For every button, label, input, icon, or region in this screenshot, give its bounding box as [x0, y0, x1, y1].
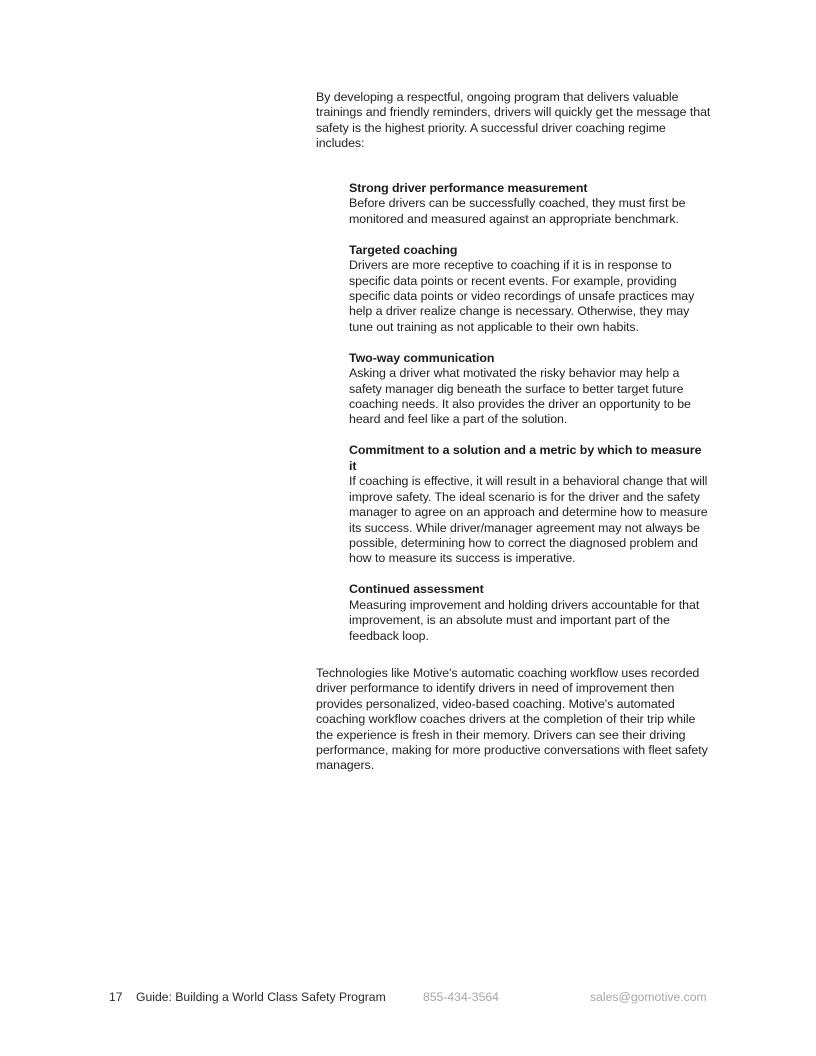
item-body: Drivers are more receptive to coaching if it is in response to specific data points or recent events. For example, providing specific data points or video recordings of unsafe practices may help a driver realize change is necessary. Otherwise, they may tune out training as not applicable to their own habits.	[349, 258, 695, 334]
closing-paragraph: Technologies like Motive's automatic coaching workflow uses recorded driver performance to identify drivers in need of improvement then provides personalized, video-based coaching. Motive's automated coaching workflow coaches drivers at the completion of their trip while the experience is fresh in their memory. Drivers can see their driving performance, making for more productive conversations with fleet safety managers.	[316, 666, 708, 773]
item-body: Asking a driver what motivated the risky behavior may help a safety manager dig beneath the surface to better target future coaching needs. It also provides the driver an opportunity to be heard and feel like a part of the solution.	[349, 366, 691, 427]
email-address: sales@gomotive.com	[590, 990, 707, 1004]
list-item	[349, 443, 711, 566]
item-title: Targeted coaching	[349, 242, 458, 257]
item-body: If coaching is effective, it will result in a behavioral change that will improve safety. The ideal scenario is for the driver and the safety manager to agree on an approach and determine how to measure its success. While driver/manager agreement may not always be possible, determining how to correct the diagnosed problem and how to measure its success is imperative.	[349, 474, 708, 566]
intro-paragraph: By developing a respectful, ongoing program that delivers valuable trainings and friendly reminders, drivers will quickly get the message that safety is the highest priority. A successful driver coaching regime includes:	[316, 90, 711, 151]
main-content	[316, 90, 711, 773]
list-item	[349, 243, 711, 335]
item-body: Before drivers can be successfully coached, they must first be monitored and measured against an appropriate benchmark.	[349, 196, 686, 226]
item-title: Strong driver performance measurement	[349, 181, 588, 195]
list-item	[349, 351, 711, 428]
item-title: Continued assessment	[349, 582, 484, 597]
item-body: Measuring improvement and holding drivers accountable for that improvement, is an absolute must and important part of the feedback loop.	[349, 597, 700, 643]
list-item	[349, 582, 711, 644]
guide-title: Guide: Building a World Class Safety Program	[136, 990, 386, 1004]
page-number: 17	[109, 990, 123, 1004]
list-item	[349, 181, 711, 227]
page-footer	[0, 989, 816, 1005]
item-title: Two-way communication	[349, 350, 495, 365]
phone-number: 855-434-3564	[423, 990, 499, 1004]
item-title: Commitment to a solution and a metric by which to measure it	[349, 443, 702, 473]
coaching-regime-list	[349, 181, 711, 660]
